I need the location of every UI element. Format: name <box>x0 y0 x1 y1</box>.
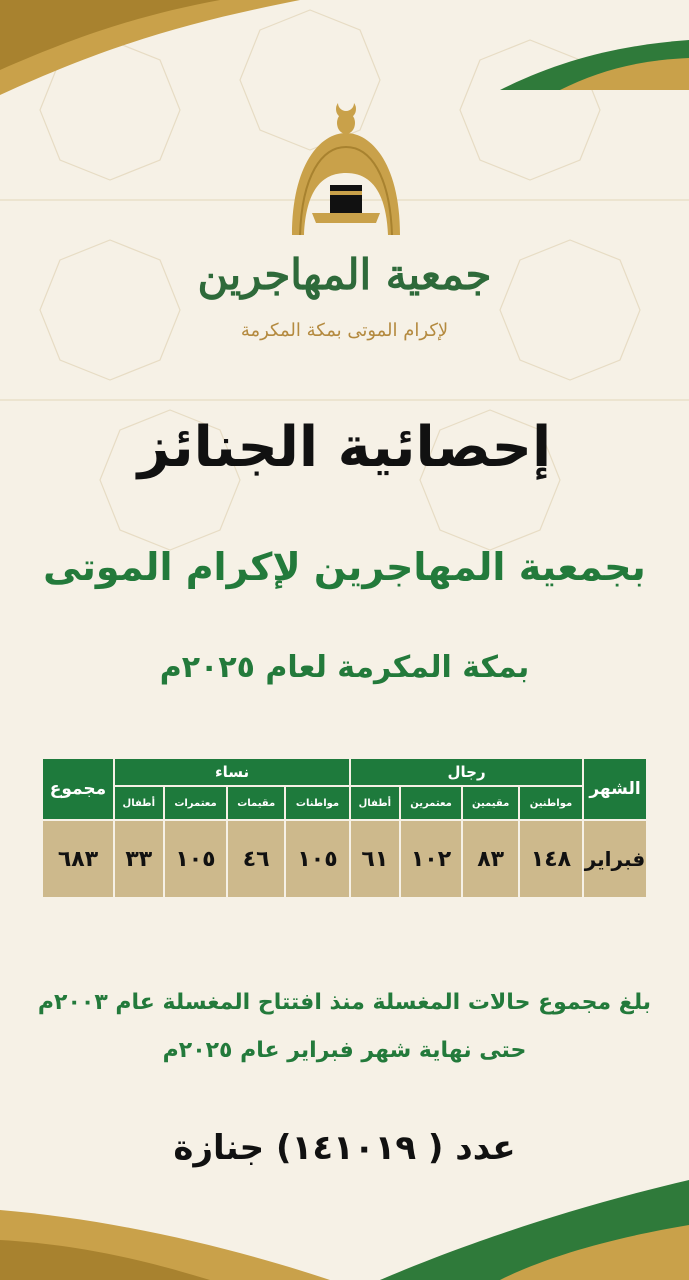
funeral-statistics-table <box>41 757 648 899</box>
total-funerals-text: عدد ( ١٤١٠١٩) جنازة <box>173 1128 516 1168</box>
header-men: رجال <box>351 759 582 785</box>
page-subtitle: بجمعية المهاجرين لإكرام الموتى <box>43 545 646 589</box>
page-subtitle-location-year: بمكة المكرمة لعام ٢٠٢٥م <box>159 650 530 685</box>
header-men-pilgrims: معتمرين <box>401 787 462 819</box>
header-women-residents: مقيمات <box>228 787 284 819</box>
header-men-citizens: مواطنين <box>520 787 582 819</box>
top-wave-decoration <box>0 0 689 110</box>
cell-men-citizens: ١٤٨ <box>520 821 582 897</box>
cell-total: ٦٨٣ <box>43 821 113 897</box>
cell-women-citizens: ١٠٥ <box>286 821 349 897</box>
header-women-children: أطفال <box>115 787 163 819</box>
cell-men-pilgrims: ١٠٢ <box>401 821 462 897</box>
header-women: نساء <box>115 759 349 785</box>
cell-women-residents: ٤٦ <box>228 821 284 897</box>
header-women-citizens: مواطنات <box>286 787 349 819</box>
note-line-1: بلغ مجموع حالات المغسلة منذ افتتاح المغسلة عام ٢٠٠٣م <box>37 990 652 1015</box>
logo-name-text: جمعية المهاجرين <box>197 250 492 299</box>
note-line-2: حتى نهاية شهر فبراير عام ٢٠٢٥م <box>162 1038 527 1063</box>
cell-women-pilgrims: ١٠٥ <box>165 821 227 897</box>
header-total: مجموع <box>43 759 113 819</box>
page-title: إحصائية الجنائز <box>137 415 552 480</box>
bottom-wave-decoration <box>0 1170 689 1280</box>
header-women-pilgrims: معتمرات <box>165 787 227 819</box>
cell-men-residents: ٨٣ <box>463 821 517 897</box>
cell-month: فبراير <box>584 821 646 897</box>
logo-tagline-text: لإكرام الموتى بمكة المكرمة <box>240 320 449 341</box>
cell-men-children: ٦١ <box>351 821 398 897</box>
header-men-residents: مقيمين <box>463 787 517 819</box>
cell-women-children: ٣٣ <box>115 821 163 897</box>
header-month: الشهر <box>584 759 646 819</box>
table-row <box>43 821 646 897</box>
header-men-children: أطفال <box>351 787 398 819</box>
